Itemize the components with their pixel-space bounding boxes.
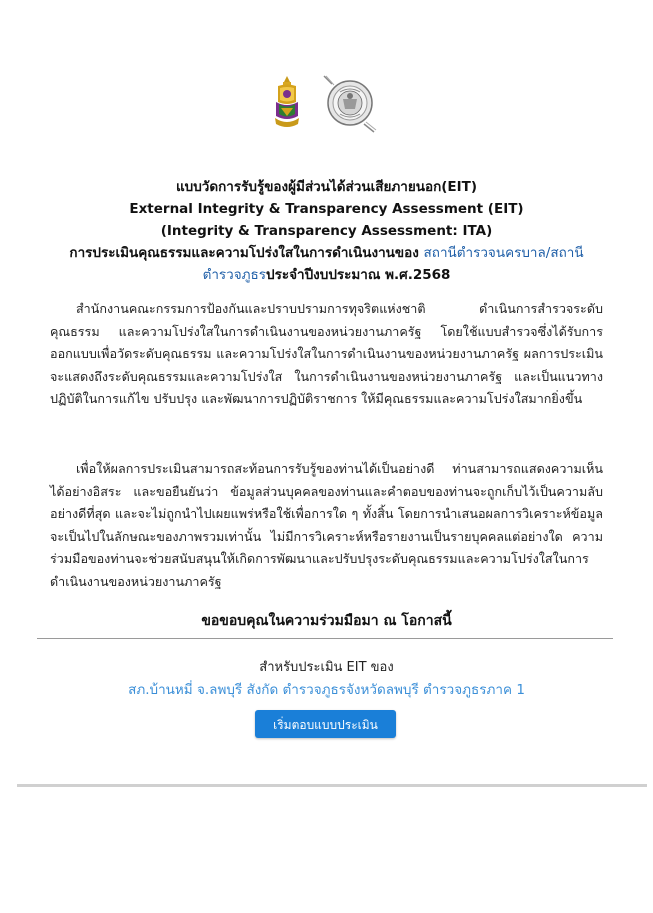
title-line-thai: แบบวัดการรับรู้ของผู้มีส่วนได้ส่วนเสียภายนอก(EIT)	[175, 179, 478, 195]
title-line-organization	[30, 242, 623, 264]
title-fiscal-year: ประจำปีงบประมาณ พ.ศ.2568	[266, 267, 451, 283]
assessment-for-label: สำหรับประเมิน EIT ของ	[259, 660, 394, 675]
nacc-seal-icon	[318, 72, 380, 134]
police-emblem-icon	[272, 74, 302, 130]
intro-paragraph: สำนักงานคณะกรรมการป้องกันและปราบปรามการทุจริตแห่งชาติ ดำเนินการสำรวจระดับคุณธรรม และความโปร่งใสในการดำเนินงานของหน่วยงานภาครัฐ โดยใช้แบบสำรวจซึ่งได้รับการออกแบบเพื่อวัดระดับคุณธรรม และความโปร่งใสในการดำเนินงานของหน่วยงานภาครัฐ ผลการประเมินจะแสดงถึงระดับคุณธรรมและความโปร่งใส ในการดำเนินงานของหน่วยงานภาครัฐ และเป็นแนวทางปฏิบัติในการแก้ไข ปรับปรุง และพัฒนาการปฏิบัติราชการ ให้มีคุณธรรมและความโปร่งใสมากยิ่งขึ้น	[50, 301, 603, 406]
title-agency-part1: สถานีตำรวจนครบาล/สถานี	[423, 245, 584, 261]
title-prefix: การประเมินคุณธรรมและความโปร่งใสในการดำเนินงานของ	[69, 245, 419, 261]
start-assessment-button[interactable]: เริ่มตอบแบบประเมิน	[255, 710, 396, 738]
title-line-english: External Integrity & Transparency Assessment (EIT)	[129, 201, 524, 217]
privacy-paragraph: เพื่อให้ผลการประเมินสามารถสะท้อนการรับรู้ของท่านได้เป็นอย่างดี ท่านสามารถแสดงความเห็นได้อย่างอิสระ และขอยืนยันว่า ข้อมูลส่วนบุคคลของท่านและคำตอบของท่านจะถูกเก็บไว้เป็นความลับอย่างดีที่สุด และจะไม่ถูกนำไปเผยแพร่หรือใช้เพื่อการใด ๆ ทั้งสิ้น โดยการนำเสนอผลการวิเคราะห์ข้อมูลจะเป็นไปในลักษณะของภาพรวมเท่านั้น ไม่มีการวิเคราะห์หรือรายงานเป็นรายบุคคลแต่อย่างใด ความร่วมมือของท่านจะช่วยสนับสนุนให้เกิดการพัฒนาและปรับปรุงระดับคุณธรรมและความโปร่งใสในการดำเนินงานของหน่วยงานภาครัฐ	[50, 461, 603, 589]
logo-row	[0, 72, 653, 136]
title-agency-part2: ตำรวจภูธร	[202, 267, 267, 283]
section-divider	[37, 638, 613, 639]
footer-divider	[17, 784, 647, 787]
assessment-title	[30, 176, 623, 286]
title-line-ita: (Integrity & Transparency Assessment: ITA)	[160, 223, 493, 239]
police-station-name: สภ.บ้านหมี่ จ.ลพบุรี สังกัด ตำรวจภูธรจังหวัดลพบุรี ตำรวจภูธรภาค 1	[128, 682, 525, 698]
thanks-heading: ขอขอบคุณในความร่วมมือมา ณ โอกาสนี้	[201, 613, 452, 629]
title-line-fiscal-year	[30, 264, 623, 286]
